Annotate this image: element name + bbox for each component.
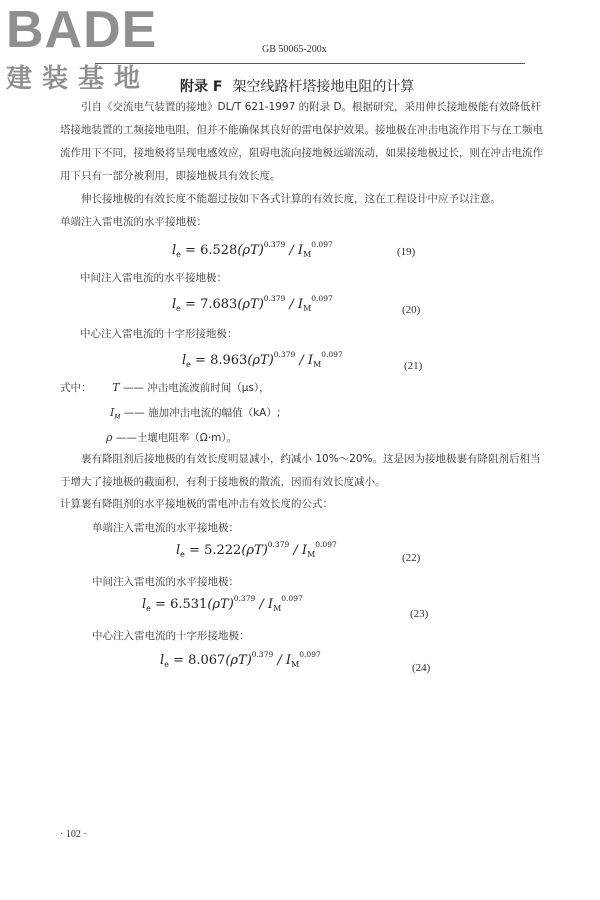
definition-im: $I_M$ —— 施加冲击电流的幅值（kA）;: [110, 406, 281, 422]
intro-paragraph: [60, 96, 550, 188]
symbol-im: I: [110, 406, 115, 419]
equation-number: (24): [412, 662, 431, 674]
formula-24: $l_e = 8.067(\rho T)^{0.379} / I_M^{0.097}$: [160, 650, 321, 669]
symbol-t: T: [112, 381, 120, 394]
definition-text: —— 冲击电流波前时间（μs），: [122, 382, 270, 394]
formula-20: $l_e = 7.683(\rho T)^{0.379} / I_M^{0.097}$: [172, 294, 333, 313]
label-middle: 中间注入雷电流的水平接地极：: [80, 272, 227, 284]
symbol-rho: ρ: [106, 431, 113, 444]
document-code: GB 50065-200x: [262, 44, 327, 55]
formula-21: $l_e = 8.963(\rho T)^{0.379} / I_M^{0.097}$: [182, 350, 343, 369]
equation-number: (20): [402, 304, 421, 316]
label-center-cross: 中心注入雷电流的十字形接地极：: [80, 328, 238, 340]
definition-t: [60, 380, 270, 395]
formula-22: $l_e = 5.222(\rho T)^{0.379} / I_M^{0.097}$: [176, 540, 337, 559]
appendix-title: 架空线路杆塔接地电阻的计算: [232, 79, 415, 95]
page-number: · 102 ·: [60, 829, 87, 840]
formula-19: $l_e = 6.528(\rho T)^{0.379} / I_M^{0.097}$: [172, 240, 333, 259]
equation-number: (23): [410, 608, 429, 620]
equation-number: (22): [402, 552, 421, 564]
label-agent-formula: 计算裹有降阻剂的水平接地极的雷电冲击有效长度的公式：: [60, 498, 333, 510]
equation-number: (21): [404, 360, 423, 372]
where-label: 式中：: [60, 382, 92, 394]
definition-text: —— 施加冲击电流的幅值（kA）;: [123, 407, 281, 419]
paragraph-text: 引自《交流电气装置的接地》DL/T 621-1997 的附录 D。根据研究，采用伸长接地极能有效降低杆塔接地装置的工频接地电阻，但并不能确保其良好的雷电保护效果。接地极在冲击电流作用下与在工频电流作用下不同，接地极将呈现电感效应，阻碍电流向接地极远端流动，如果接地极过长，则在冲击电流作用下只有一部分被利用，即接地极具有效长度。: [60, 101, 543, 182]
appendix-label: 附录 F: [180, 79, 223, 95]
paragraph-agent: [60, 448, 550, 494]
equation-number: (19): [397, 246, 416, 258]
paragraph-text: 伸长接地极的有效长度不能超过按如下各式计算的有效长度，这在工程设计中应予以注意。: [81, 193, 501, 205]
logo-wordmark: BADE: [6, 1, 158, 59]
logo-chinese: 建装基地: [6, 64, 151, 94]
label-single-end: 单端注入雷电流的水平接地极：: [60, 216, 207, 228]
definition-text: ——土壤电阻率（Ω·m）。: [115, 432, 238, 444]
label-single-end-2: 单端注入雷电流的水平接地极：: [92, 522, 239, 534]
formula-23: $l_e = 6.531(\rho T)^{0.379} / I_M^{0.097}$: [142, 594, 303, 613]
header-rule: [95, 63, 525, 64]
paragraph-effective-length: [60, 188, 550, 211]
definition-rho: [106, 430, 237, 445]
label-center-cross-2: 中心注入雷电流的十字形接地极：: [92, 630, 250, 642]
paragraph-text: 裹有降阻剂后接地极的有效长度明显减小，约减小 10%～20%。这是因为接地极裹有降阻剂后相当于增大了接地极的截面积，有利于接地极的散流，因而有效长度减小。: [60, 453, 541, 488]
page-title: [180, 76, 414, 96]
label-middle-2: 中间注入雷电流的水平接地极：: [92, 576, 239, 588]
